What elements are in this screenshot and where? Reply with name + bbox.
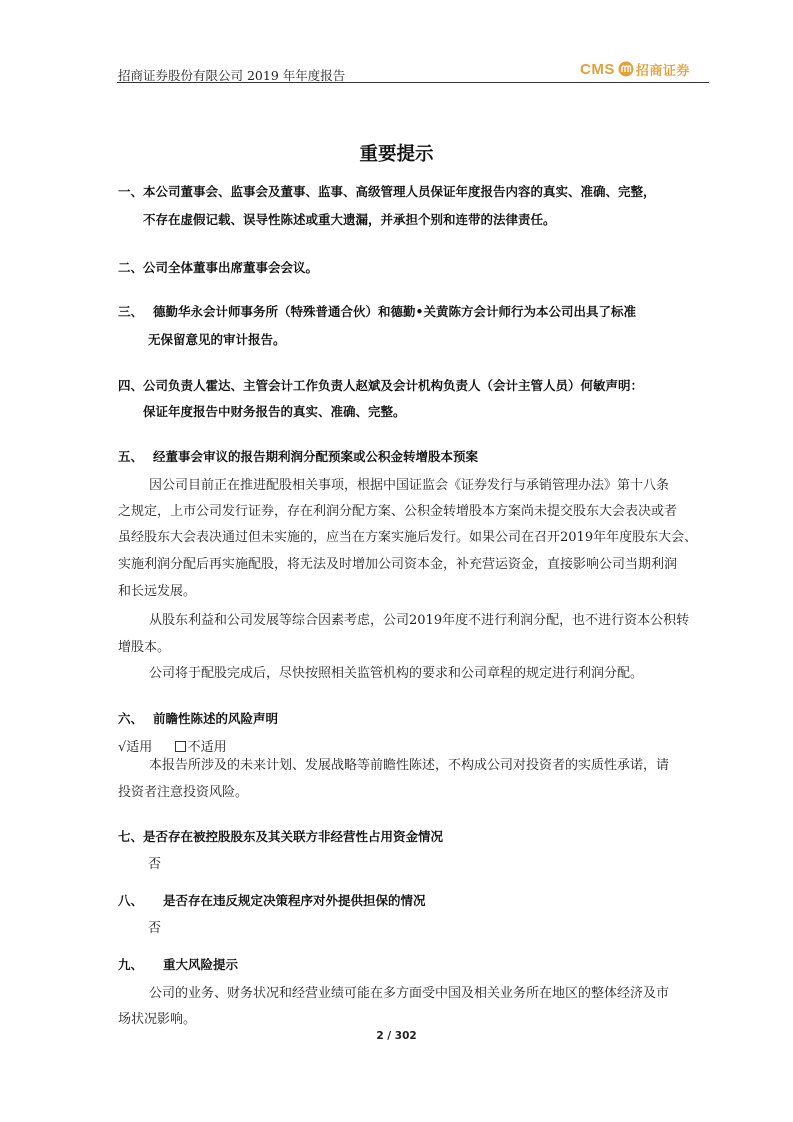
section-6-heading: 前瞻性陈述的风险声明 xyxy=(153,711,279,726)
header-title: 招商证券股份有限公司 2019 年年度报告 xyxy=(118,68,346,83)
cms-logo-icon xyxy=(618,61,634,77)
section-1-line-2: 不存在虚假记载、误导性陈述或重大遗漏，并承担个别和连带的法律责任。 xyxy=(143,212,556,227)
section-1-line-1: 一、本公司董事会、监事会及董事、监事、高级管理人员保证年度报告内容的真实、准确、完整， xyxy=(118,184,656,199)
section-5-para-1-line-5: 和长远发展。 xyxy=(118,584,197,599)
section-6-para-line-1: 本报告所涉及的未来计划、发展战略等前瞻性陈述，不构成公司对投资者的实质性承诺，请 xyxy=(149,758,670,773)
section-4-line-1: 四、公司负责人霍达、主管会计工作负责人赵斌及会计机构负责人（会计主管人员）何敏声明： xyxy=(118,378,644,393)
section-3-line-1: 德勤华永会计师事务所（特殊普通合伙）和德勤•关黄陈方会计师行为本公司出具了标准 xyxy=(153,304,636,319)
applicable-option xyxy=(118,736,227,755)
applicable-checked-label: √适用 xyxy=(118,740,153,755)
section-3-line-2: 无保留意见的审计报告。 xyxy=(148,332,286,347)
logo-cms-text: CMS xyxy=(580,60,615,78)
section-9-para-line-2: 场状况影响。 xyxy=(118,1012,197,1027)
section-6-number: 六、 xyxy=(118,711,144,726)
page-title: 重要提示 xyxy=(359,144,434,165)
section-8-number: 八、 xyxy=(118,893,144,908)
section-5-heading: 经董事会审议的报告期利润分配预案或公积金转增股本预案 xyxy=(153,449,479,464)
unchecked-box-icon xyxy=(175,741,186,752)
section-5-para-1-line-1: 因公司目前正在推进配股相关事项，根据中国证监会《证券发行与承销管理办法》第十八条 xyxy=(149,478,670,493)
header-divider xyxy=(117,82,709,83)
section-5-number: 五、 xyxy=(118,449,144,464)
section-2-line-1: 二、公司全体董事出席董事会会议。 xyxy=(118,260,319,275)
section-9-number: 九、 xyxy=(118,957,144,972)
section-5-para-1-line-4: 实施利润分配后再实施配股，将无法及时增加公司资本金，补充营运资金，直接影响公司当期利润 xyxy=(118,557,678,572)
section-9-para-line-1: 公司的业务、财务状况和经营业绩可能在多方面受中国及相关业务所在地区的整体经济及市 xyxy=(149,986,670,1001)
logo-chinese-text: 招商证券 xyxy=(635,63,690,79)
section-5-para-1-line-2: 之规定，上市公司发行证券，存在利润分配方案、公积金转增股本方案尚未提交股东大会表决或者 xyxy=(118,504,678,519)
section-5-para-2-line-1: 从股东利益和公司发展等综合因素考虑，公司2019年度不进行利润分配，也不进行资本公积转 xyxy=(149,613,690,628)
section-5-para-2-line-2: 增股本。 xyxy=(118,640,171,655)
section-4-line-2: 保证年度报告中财务报告的真实、准确、完整。 xyxy=(143,404,406,419)
section-6-para-line-2: 投资者注意投资风险。 xyxy=(118,785,249,800)
section-9-heading: 重大风险提示 xyxy=(163,957,239,972)
section-7-answer: 否 xyxy=(148,857,162,872)
section-5-para-3-line-1: 公司将于配股完成后，尽快按照相关监管机构的要求和公司章程的规定进行利润分配。 xyxy=(149,666,644,681)
section-5-para-1-line-3: 虽经股东大会表决通过但未实施的，应当在方案实施后发行。如果公司在召开2019年年度股东大会、 xyxy=(118,530,698,545)
section-8-heading: 是否存在违反规定决策程序对外提供担保的情况 xyxy=(163,893,426,908)
company-logo xyxy=(580,58,690,80)
page-number: 2 / 302 xyxy=(376,1030,417,1042)
not-applicable-label: 不适用 xyxy=(187,740,227,755)
section-8-answer: 否 xyxy=(148,921,162,936)
section-3-number: 三、 xyxy=(118,304,144,319)
section-7-heading: 七、是否存在被控股股东及其关联方非经营性占用资金情况 xyxy=(118,829,444,844)
